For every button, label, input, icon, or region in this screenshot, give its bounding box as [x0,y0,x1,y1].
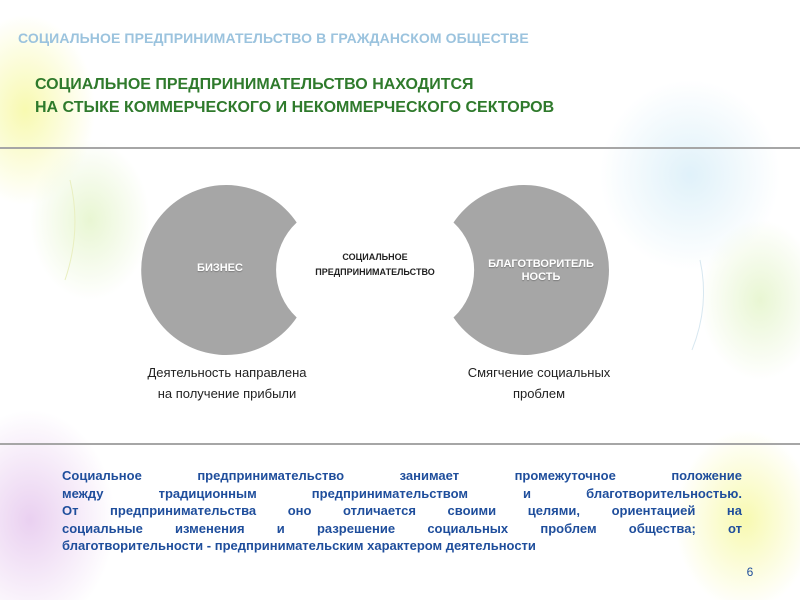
slide-title-line: СОЦИАЛЬНОЕ ПРЕДПРИНИМАТЕЛЬСТВО НАХОДИТСЯ [35,76,474,93]
social-entrepreneurship-label [295,250,455,280]
summary-line: благотворительности - предпринимательским характером деятельности [62,538,536,553]
summary-line: между традиционным предпринимательством и благотворительностью. [62,485,742,501]
center-label-line: ПРЕДПРИНИМАТЕЛЬСТВО [315,267,435,277]
charity-label-line: БЛАГОТВОРИТЕЛЬ [488,258,594,270]
charity-caption [432,362,646,404]
charity-caption-line: проблем [512,386,566,401]
slide-title-line: НА СТЫКЕ КОММЕРЧЕСКОГО И НЕКОММЕРЧЕСКОГО СЕКТОРОВ [35,99,555,116]
summary-line: Социальное предпринимательство занимает промежуточное положение [62,468,742,483]
charity-label-line: НОСТЬ [521,271,561,283]
business-label: БИЗНЕС [197,262,243,274]
summary-line: социальные изменения и разрешение социальных проблем общества; от [62,520,742,536]
slide-header: СОЦИАЛЬНОЕ ПРЕДПРИНИМАТЕЛЬСТВО В ГРАЖДАНСКОМ ОБЩЕСТВЕ [18,30,529,46]
summary-line: От предпринимательства оно отличается своими целями, ориентацией на [62,503,742,518]
charity-caption-line: Смягчение социальных [467,365,611,380]
summary-text [62,467,742,555]
charity-label [476,258,606,284]
bottom-divider [0,443,800,445]
page-number: 6 [746,565,754,579]
business-caption-line: на получение прибыли [157,386,297,401]
business-caption-line: Деятельность направлена [147,365,307,380]
center-label-line: СОЦИАЛЬНОЕ [342,252,408,262]
business-caption [112,362,342,404]
